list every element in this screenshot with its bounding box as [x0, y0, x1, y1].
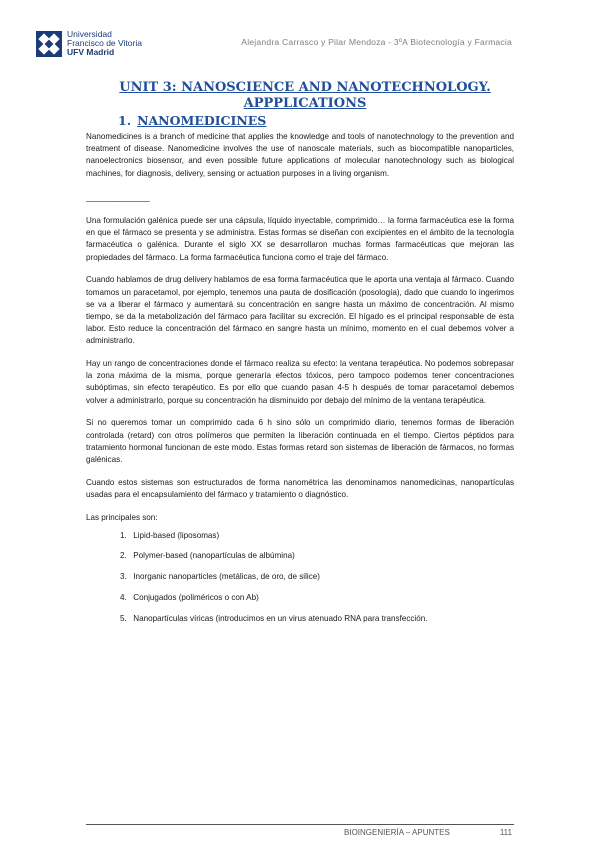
logo-line: UFV Madrid: [67, 47, 115, 57]
paragraph: Una formulación galénica puede ser una cápsula, líquido inyectable, comprimido… la forma farmacéutica ese la forma en que el fármaco se presenta y se administra. Estas formas se diseñan con excipientes en el ámbito de la tecnología farmacéutica o galénica. Durante el siglo XX se desarrollaron muchas formas farmacéuticas que mejoran las propiedades del fármaco. La forma farmacéutica funciona como el traje del fármaco.: [86, 216, 514, 262]
title-line-1: UNIT 3: NANOSCIENCE AND NANOTECHNOLOGY.: [119, 80, 491, 95]
paragraph: Cuando hablamos de drug delivery hablamos de esa forma farmacéutica que le aporta una ventaja al fármaco. Cuando tomamos un paracetamol, por ejemplo, tenemos una pauta de dosificación (posología), dado que cuando lo ingerimos se va a liberar el fármaco y aumentará su concentración en sangre hasta un máximo de concentración. Al mismo tiempo, se da la metabolización del fármaco para facilitar su excreción. El hígado es el principal responsable de esta labor. Esto reduce la concentración del fármaco en sangre hasta un mínimo, momento en el cual debemos volver a administrarlo.: [86, 275, 514, 346]
intro-paragraph: Nanomedicines is a branch of medicine that applies the knowledge and tools of nanotechnology to the prevention and treatment of disease. Nanomedicine involves the use of nanoscale materials, such as biocompatible nanoparticles, nanoelectronics biosensor, and even possible future applications of molecular nanotechnology such as biological machines, for diagnosis, delivery, sensing or actuation purposes in a living organism.: [86, 132, 514, 178]
list-item: 3. Inorganic nanoparticles (metálicas, de oro, de silice): [120, 572, 320, 582]
page-footer: [344, 828, 512, 837]
page-title: [0, 80, 600, 112]
logo-line: Universidad: [67, 29, 112, 39]
page-number: 111: [499, 828, 512, 837]
paragraph: Si no queremos tomar un comprimido cada 6 h sino sólo un comprimido diario, tenemos formas de liberación controlada (retard) con otros polímeros que permiten la liberación continuada en el tiempo. Ciertos péptidos para tratamiento hormonal funcionan de este modo. Estas formas retard son sistemas de liberación de fármacos, no formas galénicas.: [86, 418, 514, 464]
running-head: Alejandra Carrasco y Pilar Mendoza - 3ºA Biotecnología y Farmacia: [241, 37, 512, 47]
paragraph: Cuando estos sistemas son estructurados de forma nanométrica las denominamos nanomedicinas, nanopartículas usadas para el encapsulamiento del fármaco y tratamiento o diagnóstico.: [86, 477, 514, 499]
list-item: 1. Lipid-based (liposomas): [120, 530, 220, 540]
university-logo: [36, 30, 142, 57]
section-number: 1.: [118, 113, 132, 128]
title-line-2: APPPLICATIONS: [243, 96, 367, 111]
nanomedicine-list: [86, 530, 514, 625]
ufv-emblem-icon: [36, 31, 62, 57]
logo-text: [67, 30, 142, 57]
section-title: NANOMEDICINES: [137, 113, 267, 128]
paragraph: Las principales son:: [86, 512, 158, 522]
section-heading: [118, 113, 266, 128]
separator: ________________: [86, 192, 150, 202]
footer-rule: [86, 824, 514, 825]
logo-line: Francisco de Vitoria: [67, 38, 142, 48]
footer-label: BIOINGENIERÍA – APUNTES: [344, 828, 450, 837]
list-item: 2. Polymer-based (nanopartículas de albúmina): [120, 551, 295, 561]
list-item: 4. Conjugados (poliméricos o con Ab): [120, 592, 259, 602]
body-text: [86, 131, 514, 633]
paragraph: Hay un rango de concentraciones donde el fármaco realiza su efecto: la ventana terapéutica. No podemos sobrepasar la zona máxima de la misma, porque generaría efectos tóxicos, pero tampoco podemos tener concentraciones subóptimas, sin efecto terapéutico. Es por ello que cuando pasan 4-5 h después de tomar paracetamol debemos volver a administrarlo, porque su concentración ha disminuido por debajo del mínimo de la ventana terapéutica.: [86, 359, 514, 405]
list-item: 5. Nanopartículas víricas (introducimos en un virus atenuado RNA para transfección.: [120, 613, 428, 623]
